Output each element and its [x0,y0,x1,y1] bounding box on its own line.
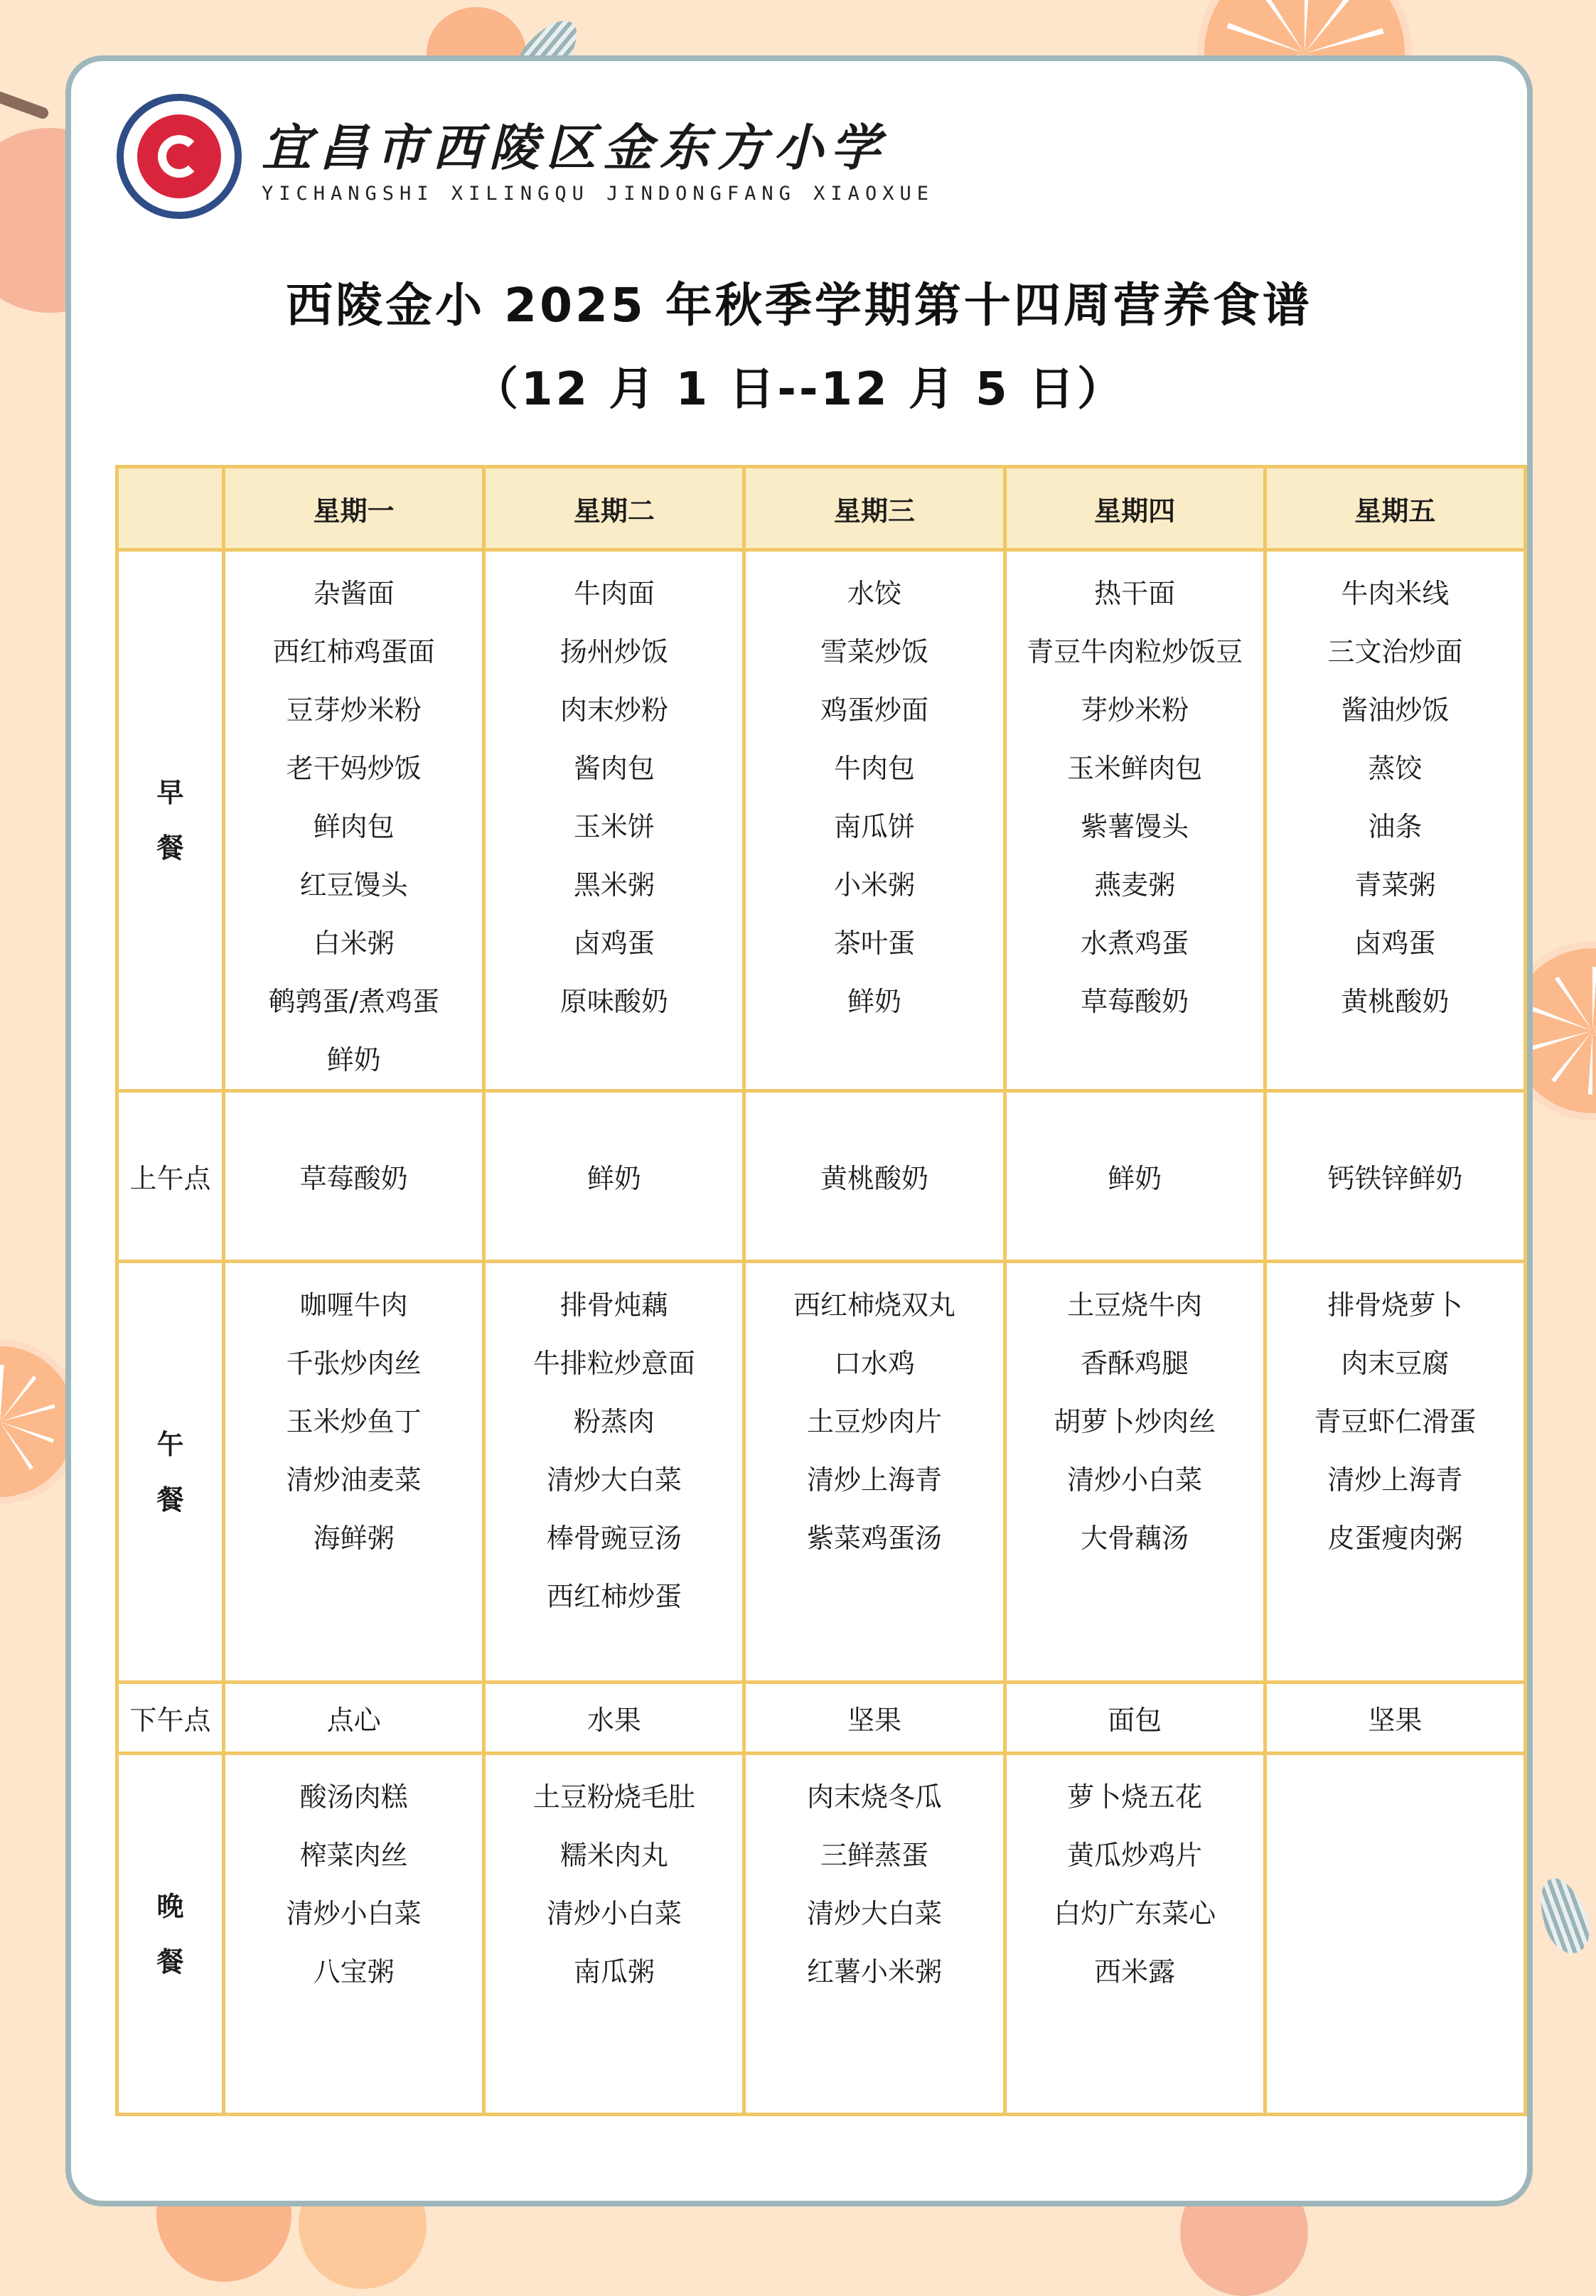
dish-item: 玉米鲜肉包 [1067,753,1203,784]
afternoon-snack-row [117,1683,1526,1754]
morning-snack-cell: 黄桃酸奶 [744,1091,1005,1262]
dish-item: 水煮鸡蛋 [1081,928,1189,959]
dish-item: 清炒大白菜 [546,1464,682,1496]
dish-item: 紫菜鸡蛋汤 [806,1523,942,1554]
dish-item: 胡萝卜炒肉丝 [1054,1406,1216,1437]
dish-item: 酸汤肉糕 [299,1781,408,1813]
dish-item: 茶叶蛋 [833,928,915,959]
dish-item: 萝卜烧五花 [1067,1781,1203,1813]
dish-item: 糯米肉丸 [559,1840,668,1871]
dish-item: 鲜奶 [847,986,901,1017]
morning-snack-row [117,1091,1526,1262]
dish-item: 牛肉包 [833,753,915,784]
dish-item: 黄桃酸奶 [1341,986,1450,1017]
dinner-row [117,1754,1526,2115]
dish-item: 口水鸡 [833,1348,915,1379]
dish-item: 海鲜粥 [313,1523,395,1554]
dish-item: 清炒小白菜 [546,1898,682,1929]
school-header [117,94,934,219]
dish-item: 清炒上海青 [1327,1464,1463,1496]
decorative-orange-slice-right [1528,967,1596,1095]
dish-item: 油条 [1368,811,1423,842]
dish-item: 南瓜粥 [573,1956,655,1987]
dish-item: 青豆牛肉粒炒饭豆 [1027,636,1243,667]
dish-item: 白灼广东菜心 [1054,1898,1216,1929]
dish-item: 鸡蛋炒面 [820,694,928,726]
breakfast-cell [224,550,484,1091]
dish-item: 芽炒米粉 [1081,694,1189,726]
dish-item: 八宝粥 [313,1956,395,1987]
dish-item: 黄瓜炒鸡片 [1067,1840,1203,1871]
day-header: 星期一 [224,467,484,550]
afternoon-snack-cell: 水果 [484,1683,744,1754]
dish-item: 原味酸奶 [559,986,668,1017]
dish-item: 扬州炒饭 [559,636,668,667]
dish-item: 红薯小米粥 [806,1956,942,1987]
dish-item: 青菜粥 [1354,869,1436,901]
afternoon-snack-cell: 点心 [224,1683,484,1754]
dish-item: 咖喱牛肉 [299,1289,408,1321]
lunch-cell [1005,1262,1265,1683]
dish-item: 卤鸡蛋 [573,928,655,959]
page-title: 西陵金小 2025 年秋季学期第十四周营养食谱 [286,278,1312,333]
corner-cell [117,467,224,550]
day-header: 星期二 [484,467,744,550]
dish-item: 牛肉面 [573,578,655,609]
lunch-cell [484,1262,744,1683]
dish-item: 白米粥 [313,928,395,959]
dish-item: 紫薯馒头 [1081,811,1189,842]
breakfast-label: 早 餐 [117,550,224,1091]
dish-item: 热干面 [1094,578,1176,609]
school-logo-icon [117,94,242,219]
school-name-cn: 宜昌市西陵区金东方小学 [262,118,887,177]
dish-item: 清炒油麦菜 [286,1464,422,1496]
morning-snack-cell: 草莓酸奶 [224,1091,484,1262]
day-header: 星期四 [1005,467,1265,550]
dish-item: 水饺 [847,578,901,609]
dinner-cell [224,1754,484,2115]
day-header: 星期五 [1265,467,1525,550]
dish-item: 土豆粉烧毛肚 [532,1781,695,1813]
lunch-label: 午 餐 [117,1262,224,1683]
dish-item: 雪菜炒饭 [820,636,928,667]
breakfast-cell [744,550,1005,1091]
dish-item: 榨菜肉丝 [299,1840,408,1871]
dish-item: 玉米炒鱼丁 [286,1406,422,1437]
afternoon-snack-cell: 坚果 [1265,1683,1525,1754]
dish-item: 老干妈炒饭 [286,753,422,784]
lunch-cell [744,1262,1005,1683]
dish-item: 清炒小白菜 [286,1898,422,1929]
page-subtitle: （12 月 1 日--12 月 5 日） [473,363,1125,416]
morning-snack-label: 上午点 [117,1091,224,1262]
dish-item: 千张炒肉丝 [286,1348,422,1379]
dish-item: 玉米饼 [573,811,655,842]
dish-item: 排骨炖藕 [559,1289,668,1321]
dinner-cell [1005,1754,1265,2115]
decorative-orange-slice-left [0,1365,57,1479]
morning-snack-cell: 鲜奶 [1005,1091,1265,1262]
breakfast-cell [484,550,744,1091]
weekly-menu-table [115,465,1527,2116]
dish-item: 粉蒸肉 [573,1406,655,1437]
dish-item: 土豆烧牛肉 [1067,1289,1203,1321]
dish-item: 牛肉米线 [1341,578,1450,609]
dish-item: 南瓜饼 [833,811,915,842]
dish-item: 排骨烧萝卜 [1327,1289,1463,1321]
dish-item: 卤鸡蛋 [1354,928,1436,959]
dish-item: 肉末炒粉 [559,694,668,726]
dish-item: 牛排粒炒意面 [532,1348,695,1379]
lunch-cell [1265,1262,1525,1683]
decorative-leaf-right [1531,1872,1596,1960]
lunch-row [117,1262,1526,1683]
dish-item: 杂酱面 [313,578,395,609]
breakfast-cell [1005,550,1265,1091]
day-header: 星期三 [744,467,1005,550]
decorative-branch-left [0,90,50,120]
lunch-cell [224,1262,484,1683]
table-header-row [117,467,1526,550]
dish-item: 燕麦粥 [1094,869,1176,901]
dish-item: 黑米粥 [573,869,655,901]
morning-snack-cell: 钙铁锌鲜奶 [1265,1091,1525,1262]
dish-item: 鹌鹑蛋/煮鸡蛋 [268,986,440,1017]
dish-item: 土豆炒肉片 [806,1406,942,1437]
dish-item: 鲜奶 [326,1044,381,1075]
dish-item: 肉末豆腐 [1341,1348,1450,1379]
breakfast-cell [1265,550,1525,1091]
dish-item: 红豆馒头 [299,869,408,901]
afternoon-snack-cell: 面包 [1005,1683,1265,1754]
dish-item: 西红柿炒蛋 [546,1581,682,1612]
dish-item: 小米粥 [833,869,915,901]
dish-item: 清炒小白菜 [1067,1464,1203,1496]
dish-item: 三文治炒面 [1327,636,1463,667]
dish-item: 棒骨豌豆汤 [546,1523,682,1554]
dish-item: 大骨藕汤 [1081,1523,1189,1554]
dish-item: 西红柿鸡蛋面 [272,636,435,667]
dish-item: 青豆虾仁滑蛋 [1314,1406,1477,1437]
dinner-cell [484,1754,744,2115]
dish-item: 三鲜蒸蛋 [820,1840,928,1871]
afternoon-snack-cell: 坚果 [744,1683,1005,1754]
dish-item: 皮蛋瘦肉粥 [1327,1523,1463,1554]
dish-item: 清炒上海青 [806,1464,942,1496]
dish-item: 香酥鸡腿 [1081,1348,1189,1379]
dish-item: 西红柿烧双丸 [793,1289,955,1321]
dish-item: 酱肉包 [573,753,655,784]
dinner-cell [744,1754,1005,2115]
dish-item: 豆芽炒米粉 [286,694,422,726]
menu-card [65,55,1533,2206]
school-name-en: YICHANGSHI XILINGQU JINDONGFANG XIAOXUE [262,183,934,205]
dinner-label: 晚 餐 [117,1754,224,2115]
afternoon-snack-label: 下午点 [117,1683,224,1754]
dish-item: 清炒大白菜 [806,1898,942,1929]
morning-snack-cell: 鲜奶 [484,1091,744,1262]
dish-item: 蒸饺 [1368,753,1423,784]
dish-item: 西米露 [1094,1956,1176,1987]
dish-item: 肉末烧冬瓜 [806,1781,942,1813]
breakfast-row [117,550,1526,1091]
dinner-cell [1265,1754,1525,2115]
dish-item: 酱油炒饭 [1341,694,1450,726]
dish-item: 草莓酸奶 [1081,986,1189,1017]
dish-item: 鲜肉包 [313,811,395,842]
